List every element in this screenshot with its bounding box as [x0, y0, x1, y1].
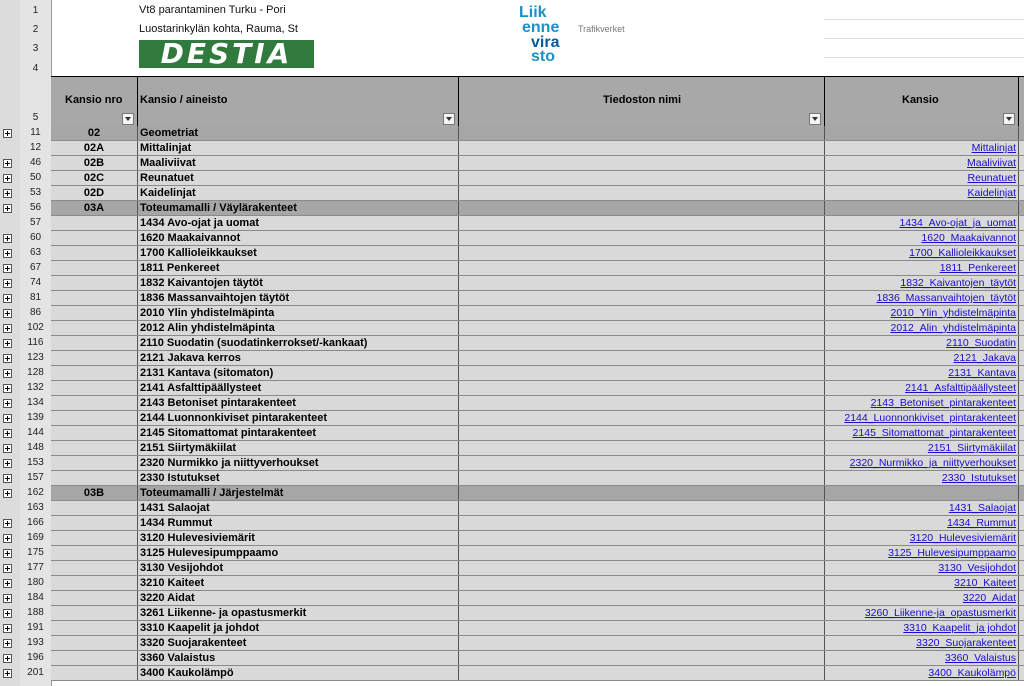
cell-kansio-link[interactable]: 2320_Nurmikko_ja_niittyverhoukset [825, 456, 1019, 470]
cell-kansio-link[interactable]: 1434_Avo-ojat_ja_uomat [825, 216, 1019, 230]
expand-plus-icon[interactable] [3, 609, 12, 618]
cell-kansio-aineisto[interactable]: 1434 Avo-ojat ja uomat [138, 216, 459, 230]
cell-kansio-link[interactable]: 3310_Kaapelit_ja johdot [825, 621, 1019, 635]
cell-tiedoston-nimi[interactable] [459, 246, 825, 260]
cell-kansio-aineisto[interactable]: Toteumamalli / Väylärakenteet [138, 201, 459, 215]
cell-kansio-link[interactable]: Kaidelinjat [825, 186, 1019, 200]
row-number[interactable]: 144 [27, 427, 44, 438]
cell-kansio-nro[interactable] [51, 381, 138, 395]
cell-kansio-nro[interactable] [51, 666, 138, 680]
group-row[interactable] [51, 201, 1024, 216]
row-number[interactable]: 175 [27, 547, 44, 558]
cell-kansio-link[interactable]: 2121_Jakava [825, 351, 1019, 365]
cell-kansio-aineisto[interactable]: Reunatuet [138, 171, 459, 185]
cell-tiedoston-nimi[interactable] [459, 381, 825, 395]
row-number[interactable]: 1 [32, 5, 39, 16]
cell-kansio-nro[interactable] [51, 531, 138, 545]
expand-plus-icon[interactable] [3, 594, 12, 603]
expand-plus-icon[interactable] [3, 399, 12, 408]
cell-kansio-link[interactable]: 2151_Siirtymäkiilat [825, 441, 1019, 455]
cell-kansio-nro[interactable] [51, 591, 138, 605]
cell-kansio-link[interactable]: 2110_Suodatin [825, 336, 1019, 350]
row-number[interactable]: 162 [27, 487, 44, 498]
cell-kansio-link[interactable]: 1434_Rummut [825, 516, 1019, 530]
row-number[interactable]: 148 [27, 442, 44, 453]
row-number[interactable]: 157 [27, 472, 44, 483]
cell-kansio-nro[interactable] [51, 276, 138, 290]
trafikverket-text: Trafikverket [578, 24, 625, 34]
cell-kansio-nro[interactable]: 02B [51, 156, 138, 170]
table-row[interactable] [51, 171, 1024, 186]
cell-kansio-nro[interactable] [51, 636, 138, 650]
row-number[interactable]: 12 [29, 142, 42, 153]
cell-kansio-aineisto[interactable]: 3210 Kaiteet [138, 576, 459, 590]
logo-text-part: enne [522, 19, 560, 36]
expand-plus-icon[interactable] [3, 519, 12, 528]
cell-tiedoston-nimi[interactable] [459, 546, 825, 560]
expand-plus-icon[interactable] [3, 339, 12, 348]
cell-tiedoston-nimi[interactable] [459, 186, 825, 200]
row-number[interactable]: 53 [29, 187, 42, 198]
expand-plus-icon[interactable] [3, 564, 12, 573]
row-number[interactable]: 169 [27, 532, 44, 543]
cell-kansio-link[interactable]: 2010_Ylin_yhdistelmäpinta [825, 306, 1019, 320]
cell-tiedoston-nimi[interactable] [459, 591, 825, 605]
cell-kansio-aineisto[interactable]: 1620 Maakaivannot [138, 231, 459, 245]
cell-tiedoston-nimi[interactable] [459, 426, 825, 440]
cell-tiedoston-nimi[interactable] [459, 216, 825, 230]
column-header-label: Kansio nro [65, 94, 123, 106]
cell-kansio-link[interactable]: 1836_Massanvaihtojen_täytöt [825, 291, 1019, 305]
cell-kansio-nro[interactable] [51, 441, 138, 455]
expand-plus-icon[interactable] [3, 279, 12, 288]
row-number[interactable]: 86 [29, 307, 42, 318]
expand-plus-icon[interactable] [3, 669, 12, 678]
table-row[interactable] [51, 261, 1024, 276]
row-number[interactable]: 4 [32, 63, 39, 74]
cell-kansio-link[interactable]: 1832_Kaivantojen_täytöt [825, 276, 1019, 290]
row-number[interactable]: 153 [27, 457, 44, 468]
cell-kansio-link[interactable]: 3130_Vesijohdot [825, 561, 1019, 575]
cell-kansio-link[interactable] [825, 486, 1019, 500]
destia-logo: DESTIA [139, 40, 314, 68]
filter-dropdown-icon[interactable] [443, 113, 455, 125]
row-number[interactable]: 116 [27, 337, 44, 348]
cell-kansio-aineisto[interactable]: 3400 Kaukolämpö [138, 666, 459, 680]
cell-kansio-nro[interactable]: 02 [51, 126, 138, 140]
table-row[interactable] [51, 396, 1024, 411]
cell-tiedoston-nimi[interactable] [459, 156, 825, 170]
expand-plus-icon[interactable] [3, 459, 12, 468]
row-number[interactable]: 57 [29, 217, 42, 228]
gridline [824, 57, 1024, 58]
expand-plus-icon[interactable] [3, 294, 12, 303]
cell-kansio-link[interactable]: 3120_Hulevesiviemärit [825, 531, 1019, 545]
table-row[interactable] [51, 246, 1024, 261]
table-row[interactable] [51, 321, 1024, 336]
column-header-label: Tiedoston nimi [603, 94, 682, 106]
table-row[interactable] [51, 426, 1024, 441]
column-header-label: Kansio / aineisto [140, 94, 228, 106]
cell-kansio-aineisto[interactable]: 3310 Kaapelit ja johdot [138, 621, 459, 635]
cell-kansio-link[interactable]: 2144_Luonnonkiviset_pintarakenteet [825, 411, 1019, 425]
cell-kansio-aineisto[interactable]: Maaliviivat [138, 156, 459, 170]
cell-kansio-aineisto[interactable]: 2010 Ylin yhdistelmäpinta [138, 306, 459, 320]
row-number[interactable]: 166 [27, 517, 44, 528]
table-row[interactable] [51, 276, 1024, 291]
column-header-kansio-nro [51, 77, 138, 127]
row-number[interactable]: 132 [27, 382, 44, 393]
table-row[interactable] [51, 516, 1024, 531]
logo-text-part: Liik [519, 4, 547, 21]
cell-kansio-link[interactable]: 2012_Alin_yhdistelmäpinta [825, 321, 1019, 335]
cell-tiedoston-nimi[interactable] [459, 351, 825, 365]
cell-kansio-nro[interactable] [51, 246, 138, 260]
row-number[interactable]: 81 [29, 292, 42, 303]
project-subtitle: Luostarinkylän kohta, Rauma, St [139, 23, 298, 35]
expand-plus-icon[interactable] [3, 624, 12, 633]
cell-tiedoston-nimi[interactable] [459, 366, 825, 380]
cell-tiedoston-nimi[interactable] [459, 516, 825, 530]
cell-kansio-nro[interactable] [51, 291, 138, 305]
filter-dropdown-icon[interactable] [809, 113, 821, 125]
cell-kansio-aineisto[interactable]: Geometriat [138, 126, 459, 140]
cell-kansio-link[interactable]: 1431_Salaojat [825, 501, 1019, 515]
cell-kansio-nro[interactable] [51, 426, 138, 440]
cell-kansio-aineisto[interactable]: 3130 Vesijohdot [138, 561, 459, 575]
expand-plus-icon[interactable] [3, 639, 12, 648]
cell-kansio-aineisto[interactable]: 1434 Rummut [138, 516, 459, 530]
row-number[interactable]: 196 [27, 652, 44, 663]
row-number[interactable]: 128 [27, 367, 44, 378]
expand-plus-icon[interactable] [3, 549, 12, 558]
table-row[interactable] [51, 186, 1024, 201]
cell-kansio-link[interactable]: 2143_Betoniset_pintarakenteet [825, 396, 1019, 410]
cell-kansio-nro[interactable]: 02D [51, 186, 138, 200]
cell-kansio-aineisto[interactable]: Toteumamalli / Järjestelmät [138, 486, 459, 500]
cell-kansio-nro[interactable] [51, 471, 138, 485]
cell-tiedoston-nimi[interactable] [459, 486, 825, 500]
cell-kansio-link[interactable]: 3320_Suojarakenteet [825, 636, 1019, 650]
row-number[interactable]: 201 [27, 667, 44, 678]
cell-tiedoston-nimi[interactable] [459, 411, 825, 425]
expand-plus-icon[interactable] [3, 324, 12, 333]
cell-kansio-nro[interactable] [51, 321, 138, 335]
cell-kansio-link[interactable]: 3220_Aidat [825, 591, 1019, 605]
cell-kansio-aineisto[interactable]: 2320 Nurmikko ja niittyverhoukset [138, 456, 459, 470]
expand-plus-icon[interactable] [3, 174, 12, 183]
expand-plus-icon[interactable] [3, 384, 12, 393]
cell-kansio-nro[interactable] [51, 216, 138, 230]
cell-tiedoston-nimi[interactable] [459, 471, 825, 485]
cell-kansio-nro[interactable] [51, 456, 138, 470]
cell-tiedoston-nimi[interactable] [459, 291, 825, 305]
column-header-kansio [825, 77, 1019, 127]
cell-kansio-aineisto[interactable]: 2012 Alin yhdistelmäpinta [138, 321, 459, 335]
expand-plus-icon[interactable] [3, 264, 12, 273]
table-row[interactable] [51, 411, 1024, 426]
cell-tiedoston-nimi[interactable] [459, 396, 825, 410]
expand-plus-icon[interactable] [3, 129, 12, 138]
table-row[interactable] [51, 216, 1024, 231]
row-number[interactable]: 50 [29, 172, 42, 183]
cell-kansio-link[interactable]: 1811_Penkereet [825, 261, 1019, 275]
table-header [51, 76, 1024, 128]
cell-kansio-aineisto[interactable]: 1811 Penkereet [138, 261, 459, 275]
cell-tiedoston-nimi[interactable] [459, 321, 825, 335]
cell-tiedoston-nimi[interactable] [459, 126, 825, 140]
cell-kansio-aineisto[interactable]: 2131 Kantava (sitomaton) [138, 366, 459, 380]
cell-kansio-aineisto[interactable]: Kaidelinjat [138, 186, 459, 200]
row-number[interactable]: 184 [27, 592, 44, 603]
row-number[interactable]: 5 [32, 112, 39, 123]
cell-kansio-nro[interactable] [51, 366, 138, 380]
row-number[interactable]: 63 [29, 247, 42, 258]
cell-kansio-nro[interactable] [51, 231, 138, 245]
cell-kansio-aineisto[interactable]: Mittalinjat [138, 141, 459, 155]
cell-kansio-nro[interactable] [51, 396, 138, 410]
cell-tiedoston-nimi[interactable] [459, 531, 825, 545]
cell-kansio-link[interactable]: Maaliviivat [825, 156, 1019, 170]
table-row[interactable] [51, 381, 1024, 396]
table-row[interactable] [51, 666, 1024, 681]
cell-tiedoston-nimi[interactable] [459, 621, 825, 635]
cell-kansio-link[interactable]: 3260_Liikenne-ja_opastusmerkit [825, 606, 1019, 620]
row-number[interactable]: 191 [27, 622, 44, 633]
cell-kansio-link[interactable] [825, 126, 1019, 140]
row-number[interactable]: 134 [27, 397, 44, 408]
row-number[interactable]: 102 [27, 322, 44, 333]
cell-kansio-aineisto[interactable]: 2143 Betoniset pintarakenteet [138, 396, 459, 410]
row-number[interactable]: 74 [29, 277, 42, 288]
expand-plus-icon[interactable] [3, 204, 12, 213]
cell-tiedoston-nimi[interactable] [459, 441, 825, 455]
cell-tiedoston-nimi[interactable] [459, 276, 825, 290]
expand-plus-icon[interactable] [3, 234, 12, 243]
cell-kansio-nro[interactable] [51, 306, 138, 320]
row-number[interactable]: 2 [32, 24, 39, 35]
cell-kansio-nro[interactable] [51, 516, 138, 530]
row-number[interactable]: 139 [27, 412, 44, 423]
row-number[interactable]: 56 [29, 202, 42, 213]
table-row[interactable] [51, 636, 1024, 651]
expand-plus-icon[interactable] [3, 309, 12, 318]
column-header-tiedoston-nimi [459, 77, 825, 127]
cell-kansio-nro[interactable] [51, 576, 138, 590]
table-row[interactable] [51, 156, 1024, 171]
filter-dropdown-icon[interactable] [1003, 113, 1015, 125]
table-row[interactable] [51, 651, 1024, 666]
table-row[interactable] [51, 141, 1024, 156]
table-row[interactable] [51, 456, 1024, 471]
cell-kansio-aineisto[interactable]: 3220 Aidat [138, 591, 459, 605]
cell-kansio-aineisto[interactable]: 2110 Suodatin (suodatinkerrokset/-kankaat) [138, 336, 459, 350]
cell-kansio-nro[interactable] [51, 351, 138, 365]
cell-kansio-nro[interactable] [51, 606, 138, 620]
row-number[interactable]: 123 [27, 352, 44, 363]
table-row[interactable] [51, 351, 1024, 366]
cell-tiedoston-nimi[interactable] [459, 231, 825, 245]
cell-kansio-aineisto[interactable]: 3261 Liikenne- ja opastusmerkit [138, 606, 459, 620]
table-row[interactable] [51, 291, 1024, 306]
cell-kansio-link[interactable]: 3400_Kaukolämpö [825, 666, 1019, 680]
cell-kansio-aineisto[interactable]: 3120 Hulevesiviemärit [138, 531, 459, 545]
row-number[interactable]: 163 [27, 502, 44, 513]
cell-kansio-nro[interactable] [51, 621, 138, 635]
expand-plus-icon[interactable] [3, 534, 12, 543]
cell-kansio-aineisto[interactable]: 1836 Massanvaihtojen täytöt [138, 291, 459, 305]
cell-tiedoston-nimi[interactable] [459, 171, 825, 185]
row-number[interactable]: 46 [29, 157, 42, 168]
cell-kansio-link[interactable] [825, 201, 1019, 215]
group-row[interactable] [51, 486, 1024, 501]
group-row[interactable] [51, 126, 1024, 141]
cell-kansio-nro[interactable] [51, 546, 138, 560]
row-number[interactable]: 60 [29, 232, 42, 243]
cell-tiedoston-nimi[interactable] [459, 456, 825, 470]
table-row[interactable] [51, 621, 1024, 636]
cell-kansio-nro[interactable] [51, 336, 138, 350]
cell-kansio-aineisto[interactable]: 1832 Kaivantojen täytöt [138, 276, 459, 290]
cell-kansio-link[interactable]: 2145_Sitomattomat_pintarakenteet [825, 426, 1019, 440]
cell-kansio-link[interactable]: 2131_Kantava [825, 366, 1019, 380]
cell-kansio-link[interactable]: 2141_Asfalttipäällysteet [825, 381, 1019, 395]
table-row[interactable] [51, 471, 1024, 486]
table-row[interactable] [51, 561, 1024, 576]
cell-kansio-nro[interactable] [51, 651, 138, 665]
row-number[interactable]: 67 [29, 262, 42, 273]
expand-plus-icon[interactable] [3, 414, 12, 423]
row-number[interactable]: 188 [27, 607, 44, 618]
expand-plus-icon[interactable] [3, 369, 12, 378]
logo-text-part: vira [531, 34, 560, 51]
expand-plus-icon[interactable] [3, 189, 12, 198]
cell-kansio-aineisto[interactable]: 1431 Salaojat [138, 501, 459, 515]
expand-plus-icon[interactable] [3, 474, 12, 483]
cell-kansio-link[interactable]: 1700_Kallioleikkaukset [825, 246, 1019, 260]
table-row[interactable] [51, 231, 1024, 246]
column-header-kansio-aineisto [138, 77, 459, 127]
cell-kansio-nro[interactable]: 02A [51, 141, 138, 155]
row-number[interactable]: 193 [27, 637, 44, 648]
cell-kansio-nro[interactable]: 02C [51, 171, 138, 185]
cell-tiedoston-nimi[interactable] [459, 306, 825, 320]
row-number[interactable]: 3 [32, 43, 39, 54]
cell-tiedoston-nimi[interactable] [459, 501, 825, 515]
cell-kansio-link[interactable]: 3360_Valaistus [825, 651, 1019, 665]
expand-plus-icon[interactable] [3, 579, 12, 588]
table-row[interactable] [51, 501, 1024, 516]
table-row[interactable] [51, 606, 1024, 621]
cell-kansio-link[interactable]: 3125_Hulevesipumppaamo [825, 546, 1019, 560]
cell-kansio-nro[interactable] [51, 501, 138, 515]
cell-kansio-aineisto[interactable]: 3360 Valaistus [138, 651, 459, 665]
table-row[interactable] [51, 441, 1024, 456]
table-row[interactable] [51, 366, 1024, 381]
row-number[interactable]: 177 [27, 562, 44, 573]
cell-kansio-nro[interactable] [51, 261, 138, 275]
project-title: Vt8 parantaminen Turku - Pori [139, 4, 286, 16]
expand-plus-icon[interactable] [3, 159, 12, 168]
table-row[interactable] [51, 576, 1024, 591]
cell-kansio-aineisto[interactable]: 2151 Siirtymäkiilat [138, 441, 459, 455]
table-row[interactable] [51, 546, 1024, 561]
cell-kansio-aineisto[interactable]: 2144 Luonnonkiviset pintarakenteet [138, 411, 459, 425]
expand-plus-icon[interactable] [3, 654, 12, 663]
cell-kansio-link[interactable]: Mittalinjat [825, 141, 1019, 155]
expand-plus-icon[interactable] [3, 444, 12, 453]
cell-kansio-link[interactable]: 2330_Istutukset [825, 471, 1019, 485]
cell-tiedoston-nimi[interactable] [459, 561, 825, 575]
expand-plus-icon[interactable] [3, 489, 12, 498]
gridline [824, 19, 1024, 20]
row-number[interactable]: 11 [30, 127, 41, 138]
expand-plus-icon[interactable] [3, 354, 12, 363]
cell-tiedoston-nimi[interactable] [459, 261, 825, 275]
filter-dropdown-icon[interactable] [122, 113, 134, 125]
cell-kansio-aineisto[interactable]: 2145 Sitomattomat pintarakenteet [138, 426, 459, 440]
cell-tiedoston-nimi[interactable] [459, 141, 825, 155]
cell-tiedoston-nimi[interactable] [459, 651, 825, 665]
row-number[interactable]: 180 [27, 577, 44, 588]
cell-kansio-aineisto[interactable]: 2330 Istutukset [138, 471, 459, 485]
column-header-label: Kansio [902, 94, 939, 106]
cell-tiedoston-nimi[interactable] [459, 636, 825, 650]
logo-text-part: sto [531, 48, 555, 65]
cell-kansio-link[interactable]: 3210_Kaiteet [825, 576, 1019, 590]
cell-kansio-link[interactable]: Reunatuet [825, 171, 1019, 185]
cell-tiedoston-nimi[interactable] [459, 576, 825, 590]
cell-tiedoston-nimi[interactable] [459, 201, 825, 215]
cell-kansio-link[interactable]: 1620_Maakaivannot [825, 231, 1019, 245]
expand-plus-icon[interactable] [3, 249, 12, 258]
cell-kansio-nro[interactable]: 03A [51, 201, 138, 215]
cell-kansio-nro[interactable]: 03B [51, 486, 138, 500]
expand-plus-icon[interactable] [3, 429, 12, 438]
cell-kansio-aineisto[interactable]: 1700 Kallioleikkaukset [138, 246, 459, 260]
cell-tiedoston-nimi[interactable] [459, 336, 825, 350]
cell-kansio-nro[interactable] [51, 561, 138, 575]
cell-kansio-aineisto[interactable]: 2121 Jakava kerros [138, 351, 459, 365]
table-row[interactable] [51, 336, 1024, 351]
table-row[interactable] [51, 531, 1024, 546]
cell-kansio-nro[interactable] [51, 411, 138, 425]
cell-kansio-aineisto[interactable]: 3320 Suojarakenteet [138, 636, 459, 650]
cell-tiedoston-nimi[interactable] [459, 666, 825, 680]
cell-kansio-aineisto[interactable]: 2141 Asfalttipäällysteet [138, 381, 459, 395]
cell-tiedoston-nimi[interactable] [459, 606, 825, 620]
gridline [824, 38, 1024, 39]
table-row[interactable] [51, 306, 1024, 321]
table-row[interactable] [51, 591, 1024, 606]
cell-kansio-aineisto[interactable]: 3125 Hulevesipumppaamo [138, 546, 459, 560]
